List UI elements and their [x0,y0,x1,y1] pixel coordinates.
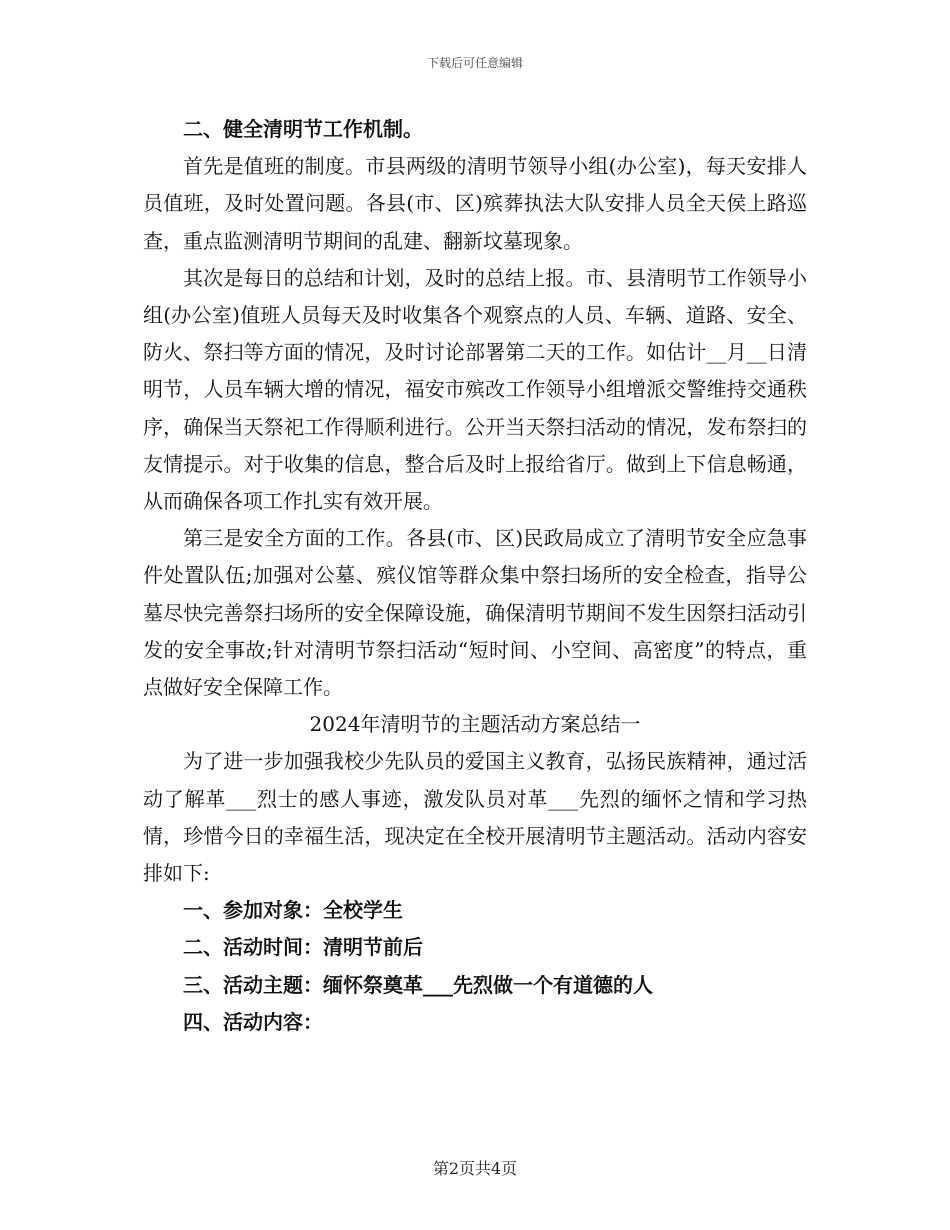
list-item-time: 二、活动时间：清明节前后 [183,935,423,960]
list-item-participants: 一、参加对象：全校学生 [183,898,403,923]
paragraph-activity-intro: 为了进一步加强我校少先队员的爱国主义教育，弘扬民族精神，通过活动了解革___烈士的感人事迹，激发队员对革___先烈的缅怀之情和学习热情，珍惜今日的幸福生活，现决定在全校开展清明节主题活动。活动内容安排如下: [143,749,807,886]
section-heading-mechanism: 二、健全清明节工作机制。 [183,117,423,141]
paragraph-daily-summary: 其次是每日的总结和计划，及时的总结上报。市、县清明节工作领导小组(办公室)值班人员每天及时收集各个观察点的人员、车辆、道路、安全、防火、祭扫等方面的情况，及时讨论部署第二天的工作。如估计__月__日清明节，人员车辆大增的情况，福安市殡改工作领导小组增派交警维持交通秩序，确保当天祭祀工作得顺利进行。公开当天祭扫活动的情况，发布祭扫的友情提示。对于收集的信息，整合后及时上报给省厅。做到上下信息畅通，从而确保各项工作扎实有效开展。 [143,265,807,514]
list-item-content: 四、活动内容： [183,1009,323,1034]
paragraph-duty-system: 首先是值班的制度。市县两级的清明节领导小组(办公室)，每天安排人员值班，及时处置问题。各县(市、区)殡葬执法大队安排人员全天侯上路巡查，重点监测清明节期间的乱建、翻新坟墓现象。 [143,154,807,253]
paragraph-safety-work: 第三是安全方面的工作。各县(市、区)民政局成立了清明节安全应急事件处置队伍;加强对公墓、殡仪馆等群众集中祭扫场所的安全检查，指导公墓尽快完善祭扫场所的安全保障设施，确保清明节期间不发生因祭扫活动引发的安全事故;针对清明节祭扫活动“短时间、小空间、高密度”的特点，重点做好安全保障工作。 [143,526,807,700]
document-title-activity-plan: 2024年清明节的主题活动方案总结一 [309,712,641,737]
page-header: 下载后可任意编辑 [426,56,523,70]
page-footer: 第2页共4页 [432,1159,518,1178]
document-body [143,111,807,1041]
list-item-theme: 三、活动主题：缅怀祭奠革___先烈做一个有道德的人 [183,972,653,997]
